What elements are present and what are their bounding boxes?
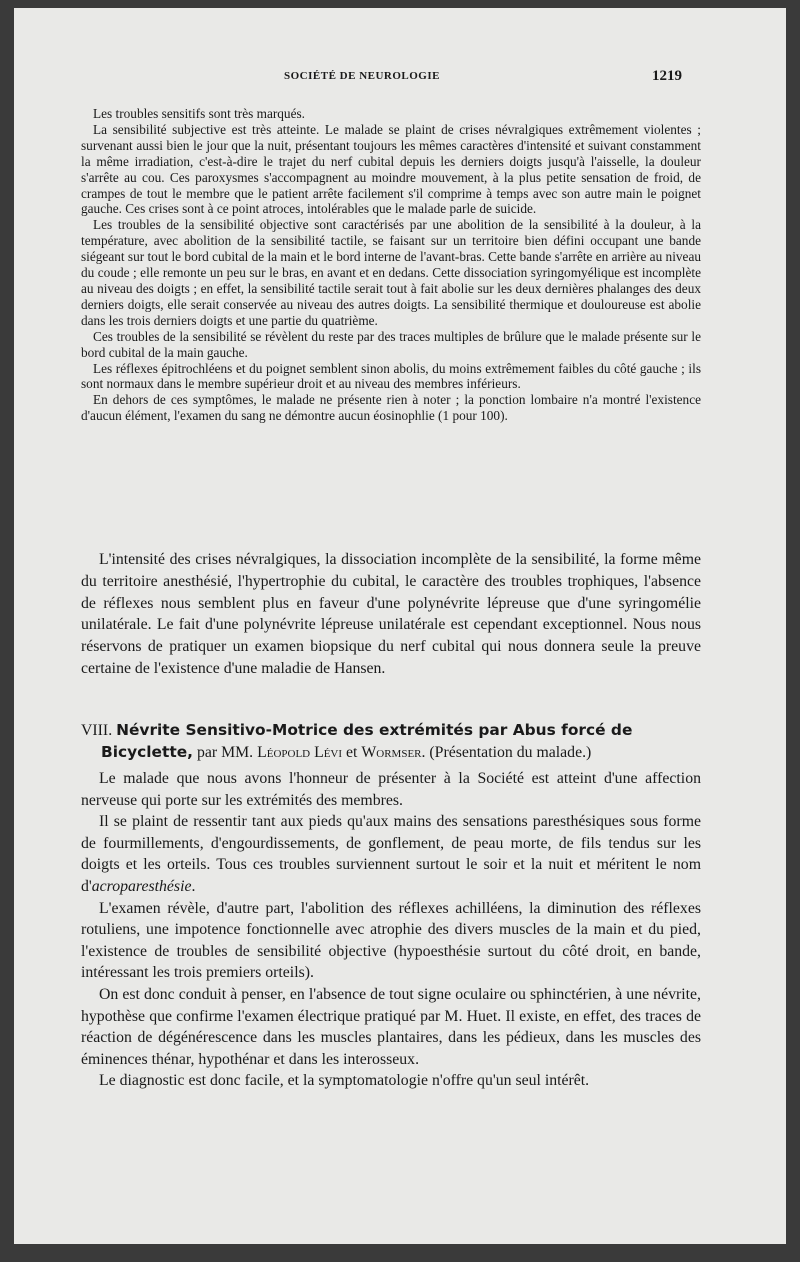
section-title: Névrite Sensitivo-Motrice des extrémités par Abus forcé de: [116, 721, 633, 739]
paragraph: En dehors de ces symptômes, le malade ne présente rien à noter ; la ponction lombaire n'a montré l'existence d'aucun élément, l'examen du sang ne démontre aucun éosinophlie (1 pour 100).: [81, 392, 701, 424]
paragraph: Les réflexes épitrochléens et du poignet semblent sinon abolis, du moins extrêmement faibles du côté gauche ; ils sont normaux dans le membre supérieur droit et au niveau des membres inférieurs.: [81, 360, 701, 392]
paragraph: L'intensité des crises névralgiques, la dissociation incomplète de la sensibilité, la forme même du territoire anesthésié, l'hypertrophie du cubital, le caractère des troubles trophiques, l'absence de réflexes nous semblent plus en faveur d'une polynévrite lépreuse que d'une syringomélie unilatérale. Le fait d'une polynévrite lépreuse unilatérale est cependant exceptionnel. Nous nous réservons de pratiquer un examen biopsique du nerf cubital qui nous donnera seule la preuve certaine de l'existence d'une maladie de Hansen.: [81, 551, 701, 677]
running-title: SOCIÉTÉ DE NEUROLOGIE: [284, 70, 440, 82]
section-title-cont: Bicyclette,: [101, 742, 193, 761]
discussion-block: [81, 549, 701, 680]
paragraph: Le malade que nous avons l'honneur de présenter à la Société est atteint d'une affection nerveuse qui porte sur les extrémités des membres.: [81, 770, 701, 809]
author-name: Léopold Lévi: [257, 743, 343, 761]
paragraph: Les troubles de la sensibilité objective sont caractérisés par une abolition de la sensibilité à la douleur, à la température, avec abolition de la sensibilité tactile, se faisant sur un territoire bien défini occupant une bande siégeant sur tout le bord cubital de la main et le bord interne de l'avant-bras. Cette bande s'arrête en arrière au niveau du coude ; elle remonte un peu sur le bras, en avant et en dedans. Cette dissociation syringomyélique est incomplète au niveau des doigts ; en effet, la sensibilité tactile serait tout à fait abolie sur les deux dernières phalanges des deux derniers doigts, elle serait conservée au niveau des autres doigts. La sensibilité thermique et douloureuse est abolie dans les trois derniers doigts et une partie du quatrième.: [81, 217, 701, 328]
scanned-page: [14, 8, 786, 1244]
term-italic: acroparesthésie: [91, 877, 192, 895]
section-title-line-2: [81, 742, 701, 764]
paragraph: Le diagnostic est donc facile, et la symptomatologie n'offre qu'un seul intérêt.: [99, 1072, 590, 1090]
paragraph: [81, 811, 701, 897]
author-name: Wormser.: [361, 743, 426, 761]
presentation-note: (Présentation du malade.): [429, 743, 592, 761]
case-details-block: [81, 106, 701, 424]
page-header: [14, 68, 786, 88]
paragraph: Ces troubles de la sensibilité se révèlent du reste par des traces multiples de brûlure que le malade présente sur le bord cubital de la main gauche.: [81, 328, 701, 360]
section-title-line-1: [81, 720, 701, 742]
section-heading: [81, 720, 701, 763]
byline-prefix: par MM.: [196, 743, 254, 761]
paragraph: L'examen révèle, d'autre part, l'abolition des réflexes achilléens, la diminution des réflexes rotuliens, une impotence fonctionnelle avec atrophie des divers muscles de la main et du pied, l'existence de troubles de sensibilité objective (hypoesthésie surtout du côté droit, en bande, intéressant les trois premiers orteils).: [81, 899, 701, 982]
paragraph: Les troubles sensitifs sont très marqués.: [93, 106, 305, 121]
byline-and: et: [346, 743, 358, 761]
page-number: 1219: [652, 68, 682, 84]
paragraph-text: Il se plaint de ressentir tant aux pieds qu'aux mains des sensations paresthésiques sous forme de fourmillements, d'engourdissements, de gonflement, de peau morte, de fils tendus sur les doigts et les orteils. Tous ces troubles surviennent surtout le soir et la nuit et méritent le nom d': [81, 813, 701, 895]
case-presentation-block: [81, 768, 701, 1092]
paragraph: La sensibilité subjective est très atteinte. Le malade se plaint de crises névralgiques extrêmement violentes ; survenant aussi bien le jour que la nuit, présentant toujours les mêmes caractères d'intensité et suivant constamment la même irradiation, c'est-à-dire le trajet du nerf cubital depuis les derniers doigts jusqu'à l'aisselle, la douleur s'arrête au cou. Ces paroxysmes s'accompagnent au moindre mouvement, à la plus petite sensation de froid, de crampes de tout le membre que le patient arrête facilement s'il comprime à temps avec son autre main le poignet gauche. Ces crises sont à ce point atroces, intolérables que le malade parle de suicide.: [81, 121, 701, 217]
paragraph-text: .: [191, 877, 196, 895]
section-number: VIII.: [81, 722, 113, 739]
paragraph: On est donc conduit à penser, en l'absence de tout signe oculaire ou sphinctérien, à une névrite, hypothèse que confirme l'examen électrique pratiqué par M. Huet. Il existe, en effet, des traces de réaction de dégénérescence dans les muscles plantaires, dans les pédieux, dans les muscles des éminences thénar, hypothénar et dans les interosseux.: [81, 985, 701, 1068]
